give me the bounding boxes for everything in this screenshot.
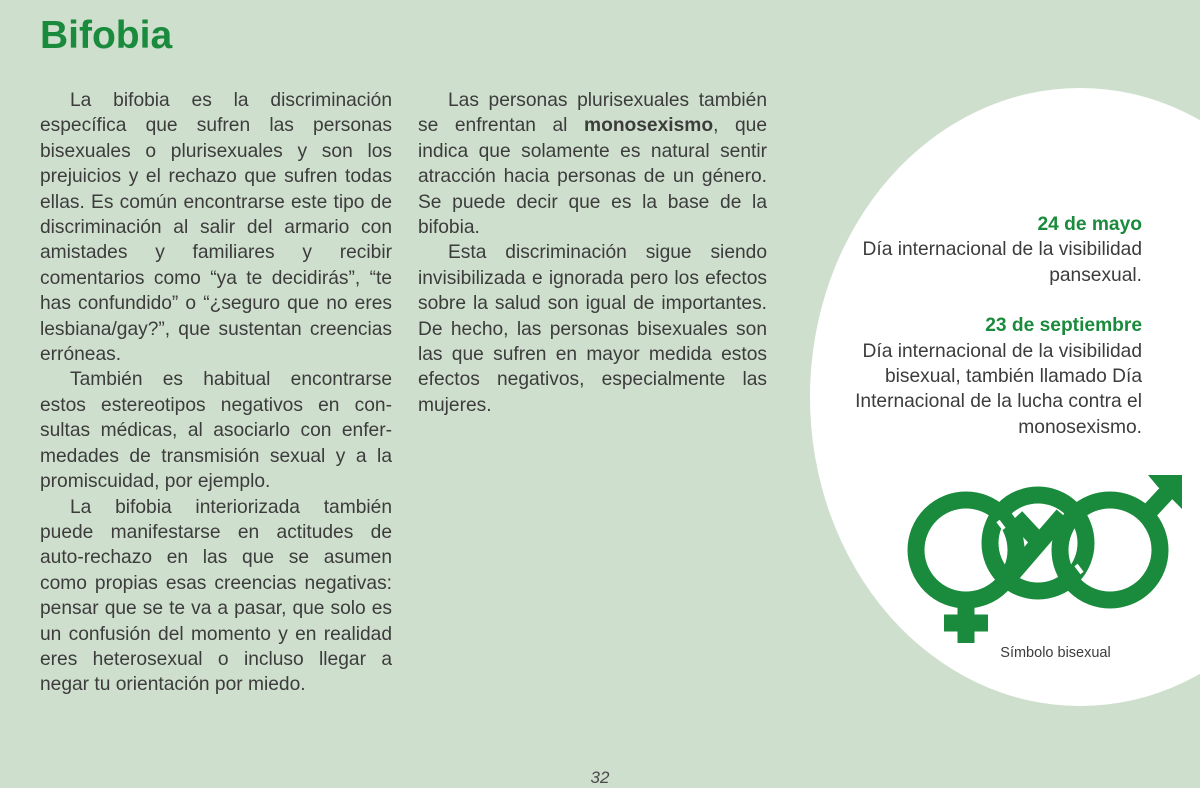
paragraph: También es habitual encontrarse estos estereotipos negativos en consultas médicas, al asociarlo con enfermedades de transmisión sexual y a la promiscuidad, por ejemplo. [40,369,392,493]
paragraph: Esta discriminación sigue siendo invisibilizada e ignorada pero los efectos sobre la salud son igual de importantes. De hecho, las personas bisexuales son las que sufren en mayor medida estos efectos negativos, especialmente las mujeres. [418,242,767,416]
page-number: 32 [590,768,610,787]
event-description: Día internacional de la visibilidad bisexual, también llamado Día Internacional de la lucha contra el monosexismo. [855,340,1142,438]
left-column [40,88,392,698]
paragraph-text: , que indica que solamente es natural sentir atracción hacia personas de un género. Se puede decir que es la base de la bifobia. [418,115,767,239]
event-date: 24 de mayo [1037,214,1142,235]
bisexual-symbol-icon [900,465,1190,650]
page-title: Bifobia [40,14,173,57]
paragraph [418,88,767,240]
paragraph: La bifobia interiorizada también puede manifestarse en actitudes de auto-rechazo en las que se asumen como propias esas creencias negativas: pensar que se te va a pasar, que solo es un confusión del momento y en realidad eres heterosexual o incluso llegar a negar tu orientación por miedo. [40,496,392,696]
middle-column [418,88,767,418]
event-date: 23 de septiembre [985,315,1142,337]
paragraph-text: Las personas plurisexuales también se enfrentan al [418,90,767,137]
paragraph: La bifobia es la discriminación específica que sufren las personas bisexuales o plurisexuales y son los prejuicios y el rechazo que sufren todas ellas. Es común encontrarse este tipo de discriminación al salir del armario con amistades y familiares y recibir comentarios como “ya te decidirás”, “te has confundido” o “¿seguro que no eres lesbiana/gay?”, que sustentan creencias erróneas. [40,90,392,366]
symbol-caption: Símbolo bisexual [1000,645,1111,661]
events-list [812,212,1142,465]
keyword-monosexismo: monosexismo [584,115,714,137]
event-description: Día internacional de la visibilidad pansexual. [862,239,1142,286]
